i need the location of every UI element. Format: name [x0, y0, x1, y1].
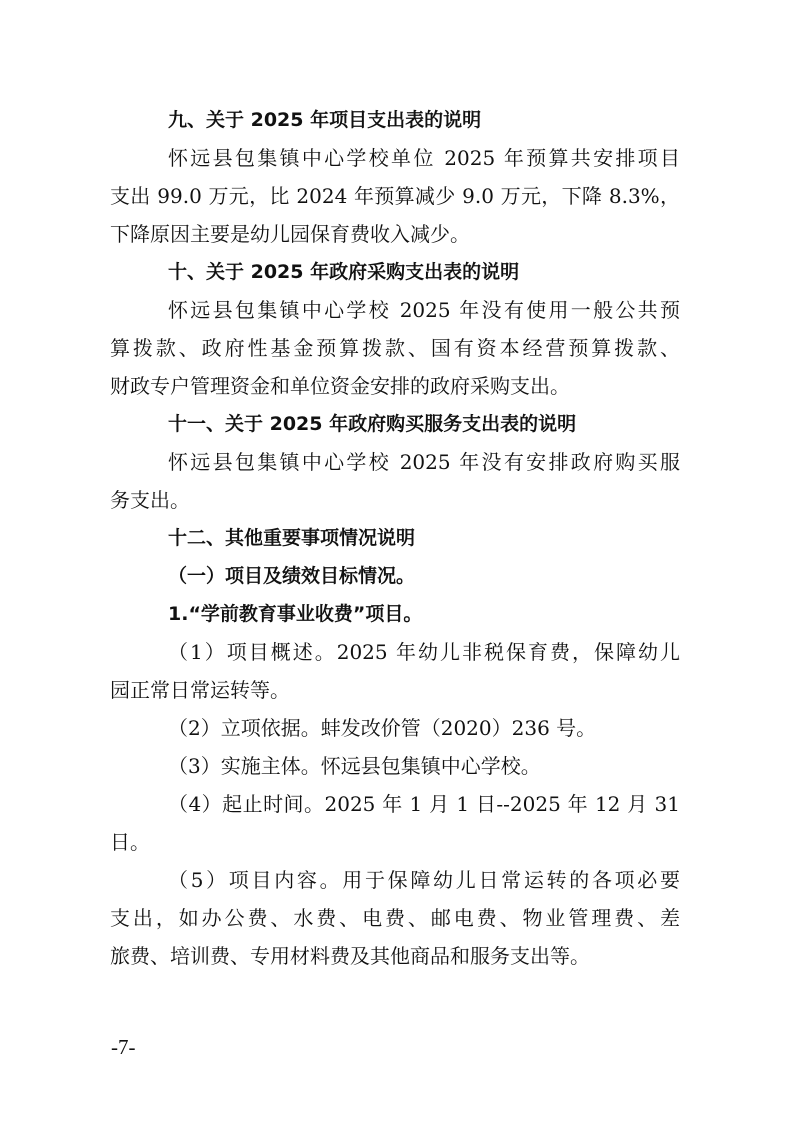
- paragraph-line: 园正常日常运转等。: [110, 678, 290, 702]
- paragraph-line: 支出，如办公费、水费、电费、邮电费、物业管理费、差: [110, 906, 680, 930]
- paragraph-line: 支出 99.0 万元，比 2024 年预算减少 9.0 万元，下降 8.3%，: [110, 184, 680, 208]
- paragraph-line: （2）立项依据。蚌发改价管（2020）236 号。: [168, 716, 597, 740]
- paragraph-line: （5）项目内容。用于保障幼儿日常运转的各项必要: [168, 868, 680, 892]
- paragraph-line: 怀远县包集镇中心学校 2025 年没有使用一般公共预: [168, 298, 680, 322]
- paragraph-line: 下降原因主要是幼儿园保育费收入减少。: [110, 222, 470, 246]
- section-heading-10: 十、关于 2025 年政府采购支出表的说明: [168, 261, 520, 283]
- paragraph-line: （1）项目概述。2025 年幼儿非税保育费，保障幼儿: [168, 640, 680, 664]
- paragraph-line: （4）起止时间。2025 年 1 月 1 日--2025 年 12 月 31: [168, 792, 680, 816]
- paragraph-line: 怀远县包集镇中心学校 2025 年没有安排政府购买服: [168, 450, 680, 474]
- paragraph-line: 财政专户管理资金和单位资金安排的政府采购支出。: [110, 374, 570, 398]
- project-heading: 1.“学前教育事业收费”项目。: [168, 603, 423, 625]
- section-heading-9: 九、关于 2025 年项目支出表的说明: [168, 109, 482, 131]
- paragraph-line: 务支出。: [110, 488, 190, 512]
- paragraph-line: （3）实施主体。怀远县包集镇中心学校。: [168, 754, 541, 778]
- paragraph-line: 算拨款、政府性基金预算拨款、国有资本经营预算拨款、: [110, 336, 680, 360]
- paragraph-line: 旅费、培训费、专用材料费及其他商品和服务支出等。: [110, 944, 590, 968]
- section-heading-12: 十二、其他重要事项情况说明: [168, 527, 416, 549]
- paragraph-line: 怀远县包集镇中心学校单位 2025 年预算共安排项目: [168, 146, 680, 170]
- page-number: -7-: [111, 1035, 136, 1059]
- paragraph-line: 日。: [110, 830, 150, 854]
- subsection-heading: （一）项目及绩效目标情况。: [168, 565, 416, 587]
- section-heading-11: 十一、关于 2025 年政府购买服务支出表的说明: [168, 413, 577, 435]
